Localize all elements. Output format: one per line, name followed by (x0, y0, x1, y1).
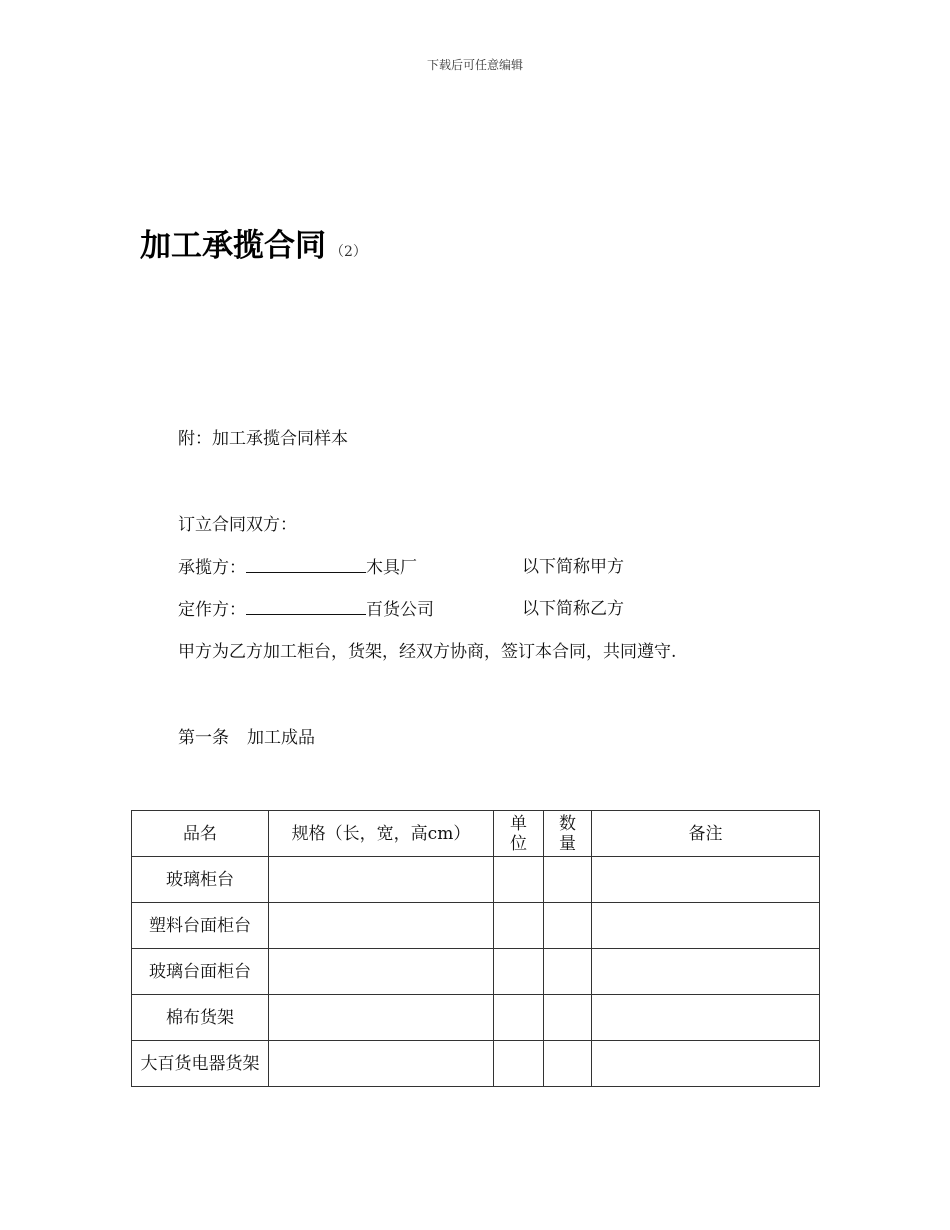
contractor-blank (246, 556, 366, 573)
cell-remark (592, 1041, 820, 1087)
cell-spec (269, 1041, 494, 1087)
cell-unit (494, 903, 544, 949)
cell-remark (592, 857, 820, 903)
article-title: 加工成品 (247, 728, 315, 748)
article-number: 第一条 (178, 728, 229, 748)
cell-qty (544, 857, 592, 903)
cell-spec (269, 903, 494, 949)
page-header-note: 下载后可任意编辑 (426, 58, 523, 72)
contractor-label: 承揽方： (178, 558, 246, 578)
table-header-row (132, 811, 820, 857)
contractor-note: 以下简称甲方 (522, 557, 624, 577)
table-row (132, 903, 820, 949)
table-row (132, 857, 820, 903)
title-main: 加工承揽合同 (140, 228, 326, 264)
orderer-label: 定作方： (178, 600, 246, 620)
table-row (132, 995, 820, 1041)
cell-remark (592, 903, 820, 949)
orderer-blank (246, 598, 366, 615)
cell-remark (592, 949, 820, 995)
cell-name: 棉布货架 (132, 995, 269, 1041)
cell-spec (269, 949, 494, 995)
col-header-spec: 规格（长，宽，高cm） (269, 811, 494, 857)
cell-unit (494, 857, 544, 903)
cell-spec (269, 857, 494, 903)
cell-unit (494, 995, 544, 1041)
table-row (132, 949, 820, 995)
orderer-note: 以下简称乙方 (522, 599, 624, 619)
cell-name: 塑料台面柜台 (132, 903, 269, 949)
col-header-name: 品名 (132, 811, 269, 857)
col-header-qty-text: 数量 (559, 813, 576, 854)
cell-name: 玻璃柜台 (132, 857, 269, 903)
col-header-qty (544, 811, 592, 857)
cell-qty (544, 903, 592, 949)
cell-unit (494, 949, 544, 995)
cell-name: 玻璃台面柜台 (132, 949, 269, 995)
col-header-remark: 备注 (592, 811, 820, 857)
col-header-unit-text: 单位 (510, 813, 527, 854)
cell-name: 大百货电器货架 (132, 1041, 269, 1087)
cell-qty (544, 949, 592, 995)
cell-qty (544, 1041, 592, 1087)
cell-remark (592, 995, 820, 1041)
col-header-unit (494, 811, 544, 857)
title-suffix: （2） (330, 244, 367, 260)
document-title (140, 220, 367, 265)
cell-unit (494, 1041, 544, 1087)
contractor-line (178, 556, 778, 579)
product-table (131, 810, 820, 1087)
cell-qty (544, 995, 592, 1041)
orderer-suffix: 百货公司 (366, 600, 434, 620)
contractor-suffix: 木具厂 (366, 558, 417, 578)
appendix-line: 附：加工承揽合同样本 (178, 429, 348, 449)
article-heading (178, 727, 315, 749)
parties-intro: 订立合同双方： (178, 515, 297, 535)
table-row (132, 1041, 820, 1087)
agreement-text: 甲方为乙方加工柜台，货架，经双方协商，签订本合同，共同遵守. (178, 642, 677, 662)
orderer-line (178, 598, 778, 621)
cell-spec (269, 995, 494, 1041)
